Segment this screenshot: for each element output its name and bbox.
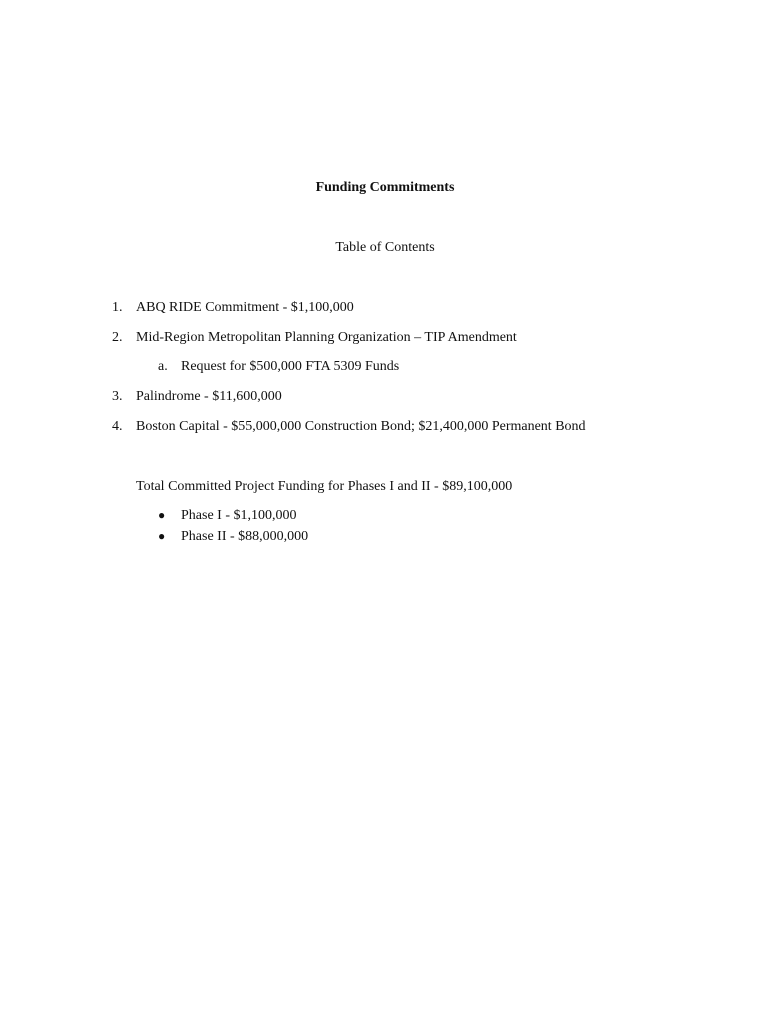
phase-item-text: Phase II - $88,000,000 (181, 529, 309, 544)
total-funding-text: Total Committed Project Funding for Phases I and II - $89,100,000 (136, 479, 513, 494)
bullet-icon: ● (158, 529, 166, 543)
toc-item-text: Mid-Region Metropolitan Planning Organization – TIP Amendment (136, 330, 517, 345)
toc-item-text: Boston Capital - $55,000,000 Construction Bond; $21,400,000 Permanent Bond (136, 419, 586, 434)
phase-item-text: Phase I - $1,100,000 (181, 508, 297, 523)
toc-item-text: Palindrome - $11,600,000 (136, 389, 282, 404)
toc-item-text: ABQ RIDE Commitment - $1,100,000 (136, 300, 354, 315)
toc-heading: Table of Contents (335, 240, 435, 255)
document-title: Funding Commitments (315, 180, 455, 195)
toc-subitem-letter: a. (158, 359, 168, 374)
bullet-icon: ● (158, 508, 166, 522)
toc-item-number: 1. (112, 300, 123, 315)
toc-item-number: 2. (112, 330, 123, 345)
toc-item-number: 4. (112, 419, 123, 434)
toc-item-number: 3. (112, 389, 123, 404)
toc-subitem-text: Request for $500,000 FTA 5309 Funds (181, 359, 400, 374)
